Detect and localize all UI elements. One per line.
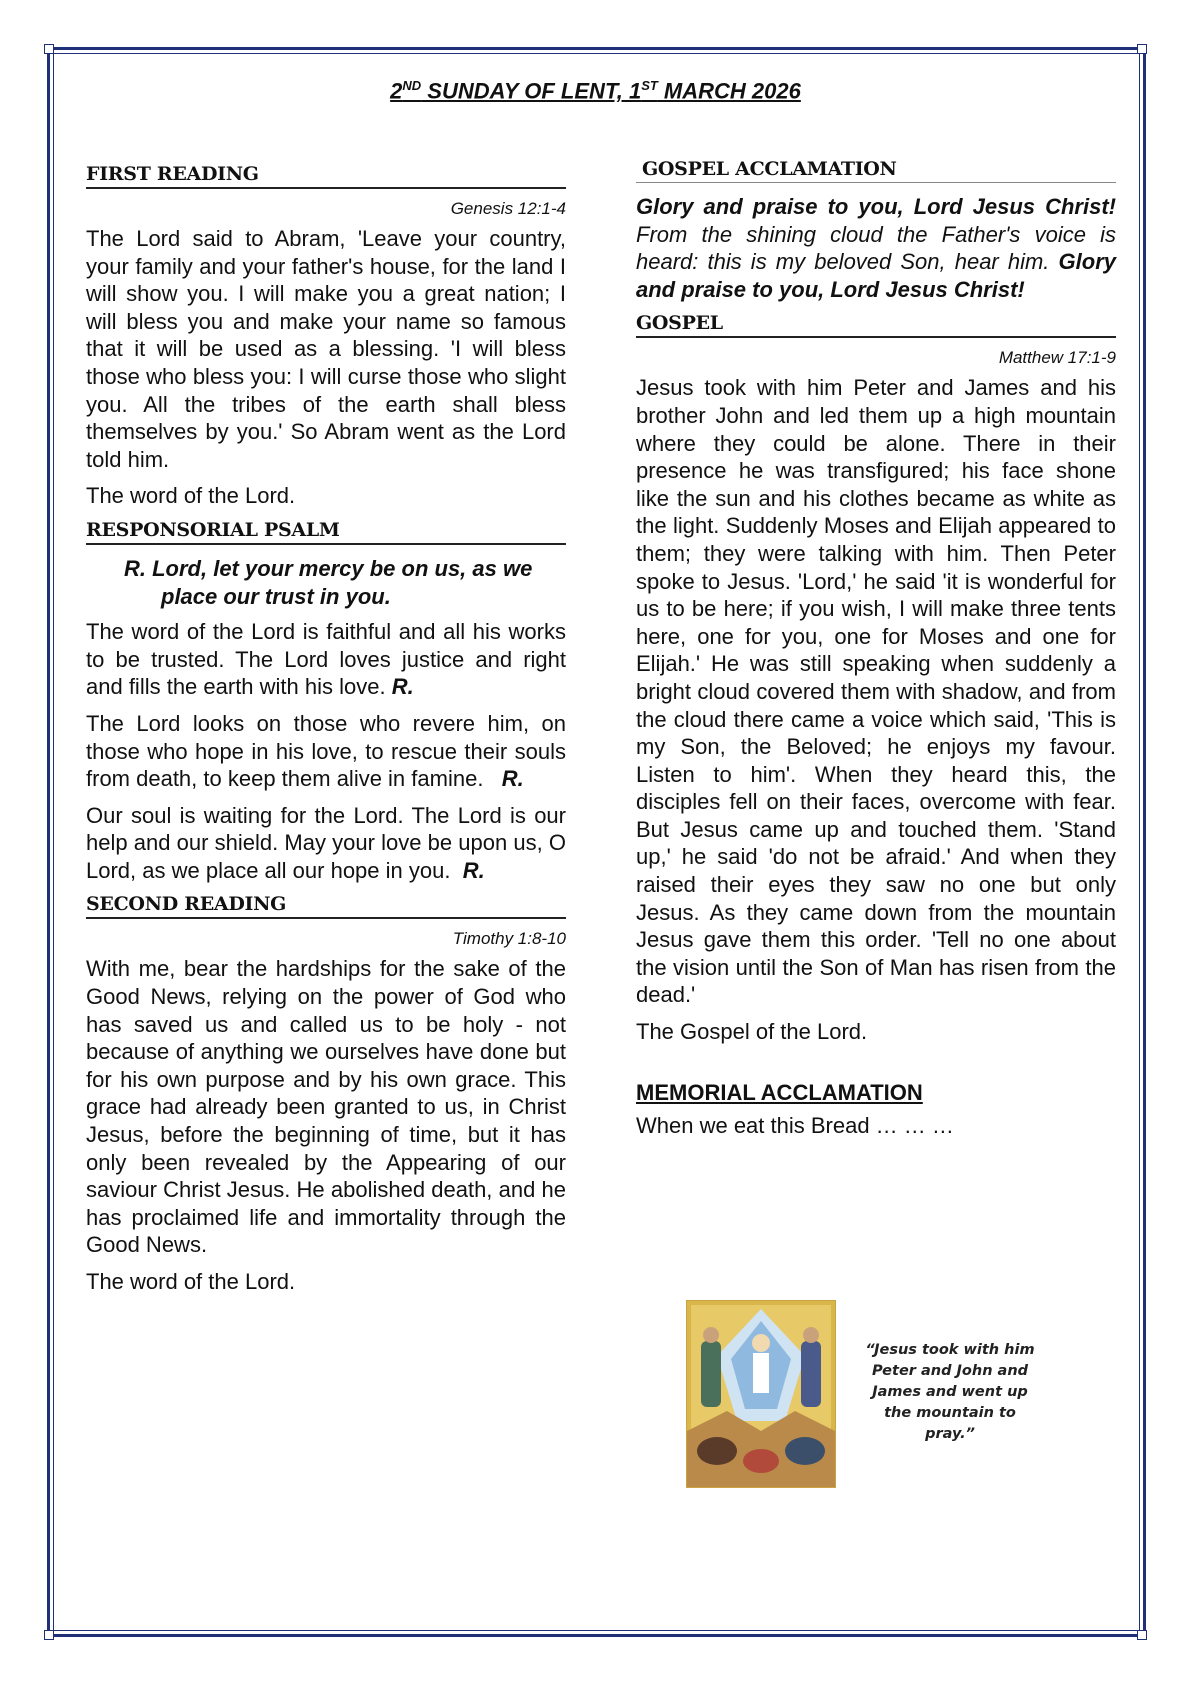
psalm-verse-2 <box>86 710 566 793</box>
second-reading-heading: SECOND READING <box>86 893 566 919</box>
gospel-acclamation-heading: GOSPEL ACCLAMATION <box>636 158 1116 183</box>
first-reading-text: The Lord said to Abram, 'Leave your country, your family and your father's house, for the land I will show you. I will make you a great nation; I will bless you and make your name so famous that it will be used as a blessing. 'I will bless those who bless you: I will curse those who slight you. All the tribes of the earth shall bless themselves by you.' So Abram went as the Lord told him. <box>86 226 566 472</box>
gospel-heading: GOSPEL <box>636 312 1116 338</box>
quote-line: the mountain to <box>884 1405 1016 1421</box>
border-corner <box>1137 44 1147 54</box>
right-column <box>636 158 1116 1148</box>
page-title <box>0 78 1191 104</box>
quote-line: “Jesus took with him <box>865 1342 1035 1358</box>
left-column <box>86 163 566 1305</box>
quote-line: James and went up <box>872 1384 1028 1400</box>
psalm-verse-text: Our soul is waiting for the Lord. The Lord is our help and our shield. May your love be upon us, O Lord, as we place all our hope in you. <box>86 802 566 883</box>
title-sup-st: ST <box>641 78 658 93</box>
memorial-acclamation-heading: MEMORIAL ACCLAMATION <box>636 1079 923 1105</box>
acclamation-bold-open: Glory and praise to you, Lord Jesus Christ! <box>636 194 1116 219</box>
transfiguration-illustration <box>687 1301 835 1487</box>
second-reading-closing: The word of the Lord. <box>86 1269 296 1294</box>
quote-line: pray.” <box>925 1426 975 1442</box>
gospel-acclamation-text <box>636 193 1116 303</box>
psalm-verse-3 <box>86 802 566 885</box>
memorial-acclamation-text: When we eat this Bread … … … <box>636 1112 954 1138</box>
title-middle: SUNDAY OF LENT, 1 <box>421 78 642 104</box>
acclamation-middle: From the shining cloud the Father's voice is heard: this is my beloved Son, hear him. <box>636 221 1116 275</box>
gospel-text: Jesus took with him Peter and James and his brother John and led them up a high mountain where they could be alone. There in their presence he was transfigured; his face shone like the sun and his clothes became as white as the light. Suddenly Moses and Elijah appeared to them; they were talking with him. Then Peter spoke to Jesus. 'Lord,' he said 'it is wonderful for us to be here; if you wish, I will make three tents here, one for you, one for Moses and one for Elijah.' He was still speaking when suddenly a bright cloud covered them with shadow, and from the cloud there came a voice which said, 'This is my Son, the Beloved; he enjoys my favour. Listen to him'. When they heard this, the disciples fell on their faces, overcome with fear. But Jesus came up and touched them. 'Stand up,' he said 'do not be afraid.' And when they raised their eyes they saw no one but only Jesus. As they came down from the mountain Jesus gave them this order. 'Tell no one about the vision until the Son of Man has risen from the dead.' <box>636 375 1116 1008</box>
psalm-r-marker: R. <box>462 857 485 883</box>
acclamation-bold-close: Glory and praise to you, Lord Jesus Christ! <box>636 249 1116 302</box>
psalm-verse-text: The word of the Lord is faithful and all his works to be trusted. The Lord loves justice and right and fills the earth with his love. <box>86 619 566 700</box>
quote-line: Peter and John and <box>871 1363 1029 1379</box>
first-reading-heading: FIRST READING <box>86 163 566 189</box>
title-suffix: MARCH 2026 <box>657 78 801 104</box>
psalm-r-marker: R. <box>501 766 524 792</box>
border-corner <box>44 1630 54 1640</box>
first-reading-reference: Genesis 12:1-4 <box>450 199 566 218</box>
psalm-verse-text: The Lord looks on those who revere him, on those who hope in his love, to rescue their souls from death, to keep them alive in famine. <box>86 710 566 792</box>
psalm-response: R. Lord, let your mercy be on us, as we place our trust in you. <box>124 555 533 609</box>
title-num: 2 <box>390 78 403 104</box>
psalm-r-marker: R. <box>391 674 414 700</box>
second-reading-reference: Timothy 1:8-10 <box>452 929 566 949</box>
gospel-reference: Matthew 17:1-9 <box>998 348 1116 368</box>
gospel-closing: The Gospel of the Lord. <box>636 1019 868 1045</box>
psalm-heading: RESPONSORIAL PSALM <box>86 519 566 545</box>
image-caption-quote <box>840 1340 1060 1445</box>
first-reading-closing: The word of the Lord. <box>86 483 296 509</box>
title-sup-nd: ND <box>402 78 422 93</box>
border-corner <box>1137 1630 1147 1640</box>
second-reading-text: With me, bear the hardships for the sake of the Good News, relying on the power of God who has saved us and called us to be holy - not because of anything we ourselves have done but for his own purpose and by his own grace. This grace had already been granted to us, in Christ Jesus, before the beginning of time, but it has only been revealed by the Appearing of our saviour Christ Jesus. He abolished death, and he has proclaimed life and immortality through the Good News. <box>86 956 566 1258</box>
transfiguration-icon-image <box>686 1300 836 1488</box>
psalm-verse-1 <box>86 618 566 701</box>
border-corner <box>44 44 54 54</box>
